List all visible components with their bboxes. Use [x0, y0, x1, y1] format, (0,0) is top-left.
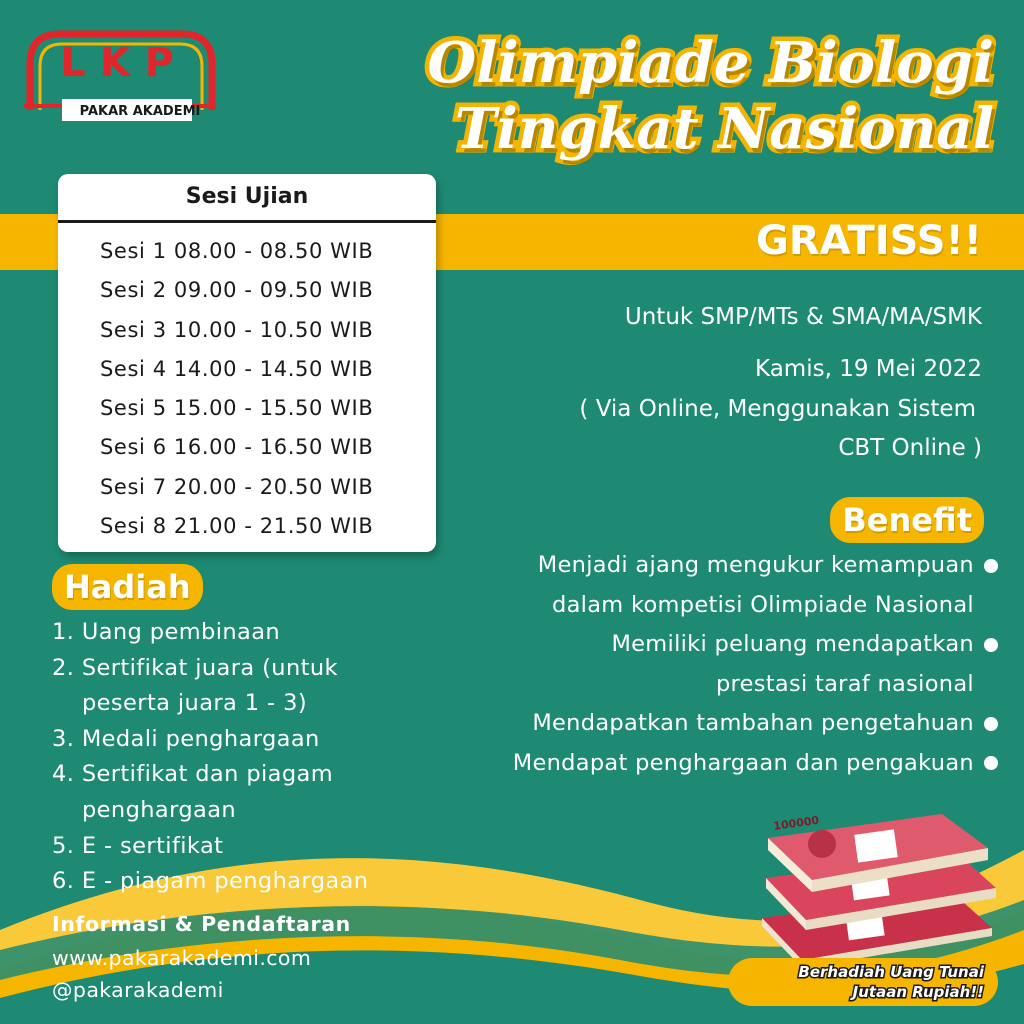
instagram-handle[interactable]: @pakarakademi — [52, 978, 224, 1002]
prize-list — [52, 615, 368, 900]
benefit-text: Menjadi ajang mengukur kemampuan — [537, 552, 974, 578]
poster-title — [394, 30, 994, 162]
money-caption-line-2: Jutaan Rupiah!! — [852, 983, 984, 1001]
contact-heading: Informasi & Pendaftaran — [52, 912, 351, 936]
benefit-list — [513, 546, 998, 783]
money-caption — [798, 962, 984, 1002]
bullet-icon — [984, 638, 998, 652]
prize-item: 4. Sertifikat dan piagam — [52, 761, 334, 788]
event-date: Kamis, 19 Mei 2022 — [755, 356, 982, 382]
audience-text: Untuk SMP/MTs & SMA/MA/SMK — [624, 304, 982, 330]
banknote-value: 100000 — [772, 813, 820, 833]
session-card-divider — [58, 220, 436, 223]
benefit-text: Mendapat penghargaan dan pengakuan — [512, 749, 974, 776]
benefit-item — [513, 625, 998, 665]
benefit-item — [513, 665, 998, 705]
session-item: Sesi 6 16.00 - 16.50 WIB — [100, 435, 374, 460]
prize-item: peserta juara 1 - 3) — [82, 690, 308, 717]
title-line-2: Tingkat Nasional — [454, 96, 994, 162]
benefit-text: dalam kompetisi Olimpiade Nasional — [551, 591, 974, 618]
bullet-icon — [984, 559, 998, 573]
benefit-item — [513, 704, 998, 744]
benefit-item — [513, 744, 998, 784]
prize-item: 3. Medali penghargaan — [52, 725, 320, 752]
gratis-label: GRATISS!! — [756, 218, 982, 264]
event-mode-line-1: ( Via Online, Menggunakan Sistem — [579, 396, 976, 422]
benefit-heading: Benefit — [830, 497, 984, 543]
benefit-text: prestasi taraf nasional — [715, 670, 974, 697]
logo-subtitle: PAKAR AKADEMI — [79, 104, 201, 119]
session-item: Sesi 2 09.00 - 09.50 WIB — [100, 278, 374, 303]
session-item: Sesi 1 08.00 - 08.50 WIB — [100, 239, 374, 263]
hadiah-heading: Hadiah — [52, 564, 203, 610]
event-mode-line-2: CBT Online ) — [838, 435, 982, 461]
prize-item: 6. E - piagam penghargaan — [52, 868, 369, 895]
session-item: Sesi 5 15.00 - 15.50 WIB — [100, 396, 374, 421]
session-item: Sesi 4 14.00 - 14.50 WIB — [100, 356, 374, 381]
prize-item: 1. Uang pembinaan — [52, 619, 281, 645]
money-stack-illustration — [752, 800, 1002, 970]
session-card-title: Sesi Ujian — [185, 184, 309, 209]
benefit-item — [513, 586, 998, 626]
benefit-item — [513, 546, 998, 586]
prize-item: 5. E - sertifikat — [52, 832, 224, 859]
benefit-text: Memiliki peluang mendapatkan — [611, 631, 974, 657]
bullet-icon — [984, 756, 998, 770]
session-item: Sesi 3 10.00 - 10.50 WIB — [100, 317, 374, 342]
benefit-text: Mendapatkan tambahan pengetahuan — [532, 710, 974, 736]
money-caption-line-1: Berhadiah Uang Tunai — [798, 963, 984, 981]
bullet-icon — [984, 717, 998, 731]
website-link[interactable]: www.pakarakademi.com — [52, 946, 312, 970]
session-item: Sesi 8 21.00 - 21.50 WIB — [100, 514, 374, 539]
logo-letters: LKP — [60, 40, 188, 86]
prize-item: penghargaan — [82, 796, 237, 823]
session-card — [58, 174, 436, 552]
session-item: Sesi 7 20.00 - 20.50 WIB — [100, 474, 374, 499]
session-list — [100, 232, 373, 546]
prize-item: 2. Sertifikat juara (untuk — [52, 654, 338, 681]
title-line-1: Olimpiade Biologi — [427, 30, 994, 96]
